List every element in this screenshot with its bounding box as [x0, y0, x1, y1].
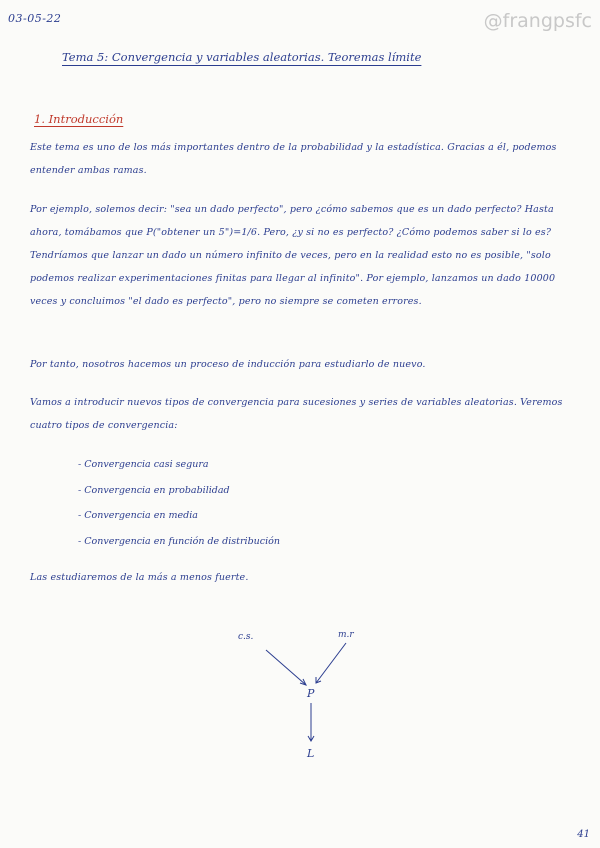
paragraph-induction: Por tanto, nosotros hacemos un proceso de inducción para estudiarlo de nuevo. — [30, 359, 426, 370]
page-number: 41 — [577, 829, 590, 840]
list-item: - Convergencia en función de distribución — [78, 535, 280, 547]
arrow-cs-to-p — [266, 650, 306, 685]
paragraph-closing: Las estudiaremos de la más a menos fuerte. — [30, 572, 249, 583]
list-item: - Convergencia en media — [78, 510, 198, 521]
page-title: Tema 5: Convergencia y variables aleatorias. Teoremas límite — [62, 50, 422, 64]
diagram-label-cs: c.s. — [238, 632, 254, 642]
list-item: - Convergencia en probabilidad — [78, 484, 230, 496]
diagram-label-mr: m.r — [338, 630, 354, 640]
section-heading: 1. Introducción — [34, 112, 124, 126]
paragraph-example: Por ejemplo, solemos decir: "sea un dado perfecto", pero ¿cómo sabemos que es un dado perfecto? Hasta ahora, tomábamos que P("obtener un 5")=1/6. Pero, ¿y si no es perfecto? ¿Cómo podemos saber si lo es? Tendríamos que lanzar un dado un número infinito de veces, pero en la realidad esto no es posible, "solo podemos realizar experimentaciones finitas para llegar al infinito". Por ejemplo, lanzamos un dado 10000 veces y concluimos "el dado es perfecto", pero no siempre se cometen errores. — [30, 204, 556, 307]
convergence-list — [78, 452, 280, 554]
watermark: @frangpsfc — [483, 10, 592, 32]
list-item: - Convergencia casi segura — [78, 459, 209, 470]
arrow-mr-to-p — [316, 643, 346, 683]
paragraph-convergence-types: Vamos a introducir nuevos tipos de convergencia para sucesiones y series de variables aleatorias. Veremos cuatro tipos de convergencia: — [30, 397, 563, 431]
convergence-diagram — [230, 625, 370, 765]
paragraph-intro: Este tema es uno de los más importantes dentro de la probabilidad y la estadística. Gracias a él, podemos entender ambas ramas. — [30, 142, 557, 176]
diagram-label-p: P — [307, 687, 315, 700]
date-label: 03-05-22 — [8, 12, 62, 25]
diagram-label-l: L — [307, 747, 315, 760]
